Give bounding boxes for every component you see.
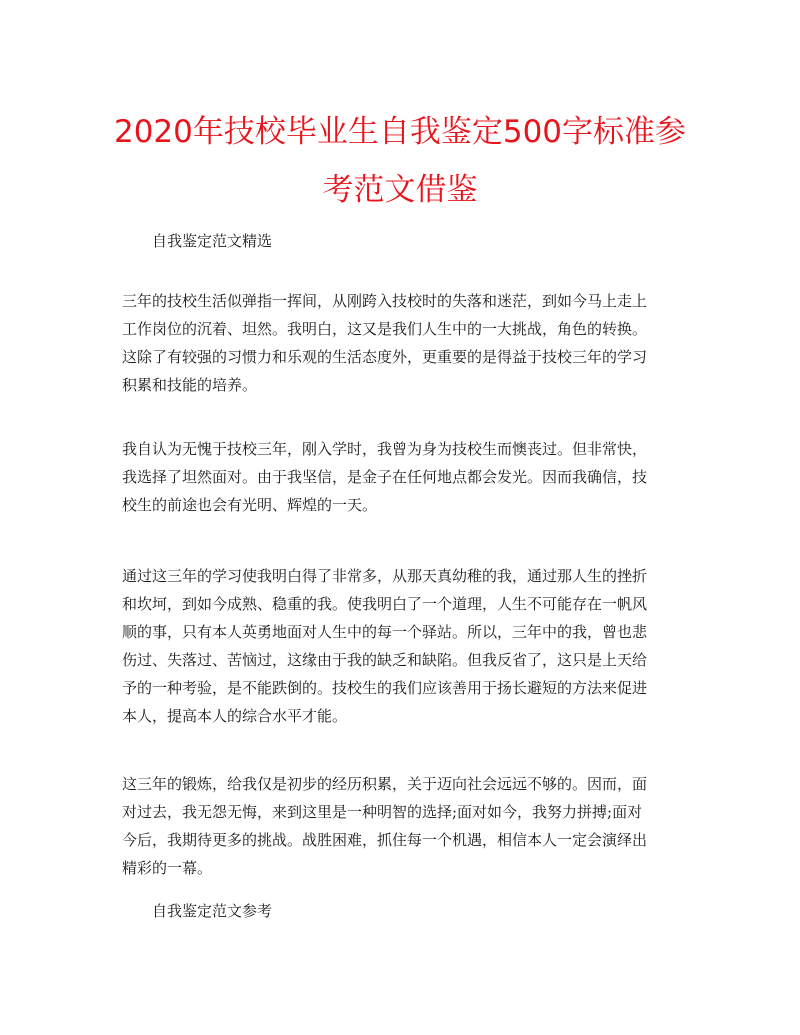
section-heading-reference: 自我鉴定范文参考: [152, 902, 273, 920]
document-title-line-1: 2020年技校毕业生自我鉴定500字标准参: [113, 114, 687, 150]
document-title-line-2: 考范文借鉴: [322, 172, 478, 208]
paragraph-line: 我选择了坦然面对。由于我坚信，是金子在任何地点都会发光。因而我确信，技: [122, 468, 648, 486]
paragraph-line: 今后，我期待更多的挑战。战胜困难，抓住每一个机遇，相信本人一定会演绎出: [122, 831, 648, 849]
paragraph-line: 积累和技能的培养。: [122, 376, 258, 394]
paragraph-line: 校生的前途也会有光明、辉煌的一天。: [122, 496, 378, 514]
paragraph-line: 伤过、失落过、苦恼过，这缘由于我的缺乏和缺陷。但我反省了，这只是上天给: [122, 651, 648, 669]
paragraph-line: 本人，提高本人的综合水平才能。: [122, 707, 348, 725]
paragraph-line: 和坎坷，到如今成熟、稳重的我。使我明白了一个道理，人生不可能存在一帆风: [122, 595, 648, 613]
paragraph-line: 顺的事，只有本人英勇地面对人生中的每一个驿站。所以，三年中的我，曾也悲: [122, 623, 648, 641]
paragraph-line: 精彩的一幕。: [122, 859, 213, 877]
paragraph-line: 三年的技校生活似弹指一挥间，从刚跨入技校时的失落和迷茫，到如今马上走上: [122, 292, 648, 310]
paragraph-line: 这除了有较强的习惯力和乐观的生活态度外，更重要的是得益于技校三年的学习: [122, 348, 648, 366]
paragraph-line: 工作岗位的沉着、坦然。我明白，这又是我们人生中的一大挑战，角色的转换。: [122, 320, 648, 338]
section-heading-selected: 自我鉴定范文精选: [152, 232, 273, 250]
paragraph-line: 我自认为无愧于技校三年，刚入学时，我曾为身为技校生而懊丧过。但非常快，: [122, 440, 648, 458]
paragraph-line: 这三年的锻炼，给我仅是初步的经历积累，关于迈向社会远远不够的。因而，面: [122, 775, 648, 793]
paragraph-line: 通过这三年的学习使我明白得了非常多，从那天真幼稚的我，通过那人生的挫折: [122, 567, 648, 585]
paragraph-line: 予的一种考验，是不能跌倒的。技校生的我们应该善用于扬长避短的方法来促进: [122, 679, 648, 697]
paragraph-line: 对过去，我无怨无悔，来到这里是一种明智的选择;面对如今，我努力拼搏;面对: [122, 803, 643, 821]
